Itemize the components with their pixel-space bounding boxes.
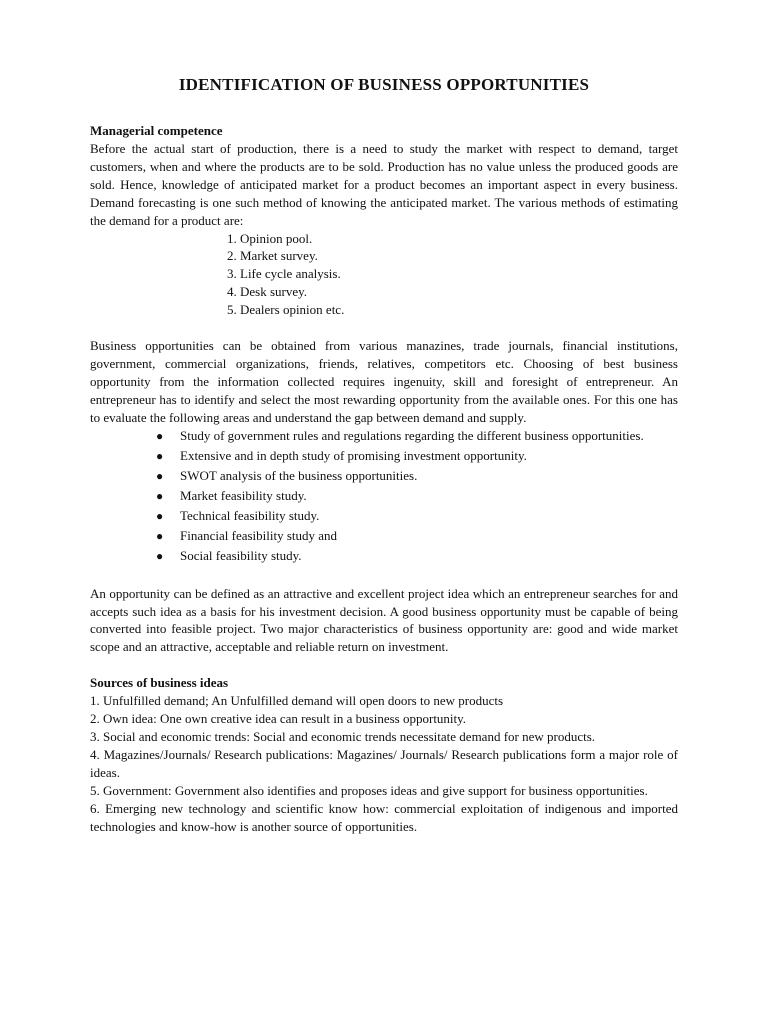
demand-methods-list <box>90 230 678 320</box>
business-opportunities-paragraph: Business opportunities can be obtained from various manazines, trade journals, financial institutions, government, commercial organizations, friends, relatives, competitors etc. Choosing of best business opportunity from the information collected requires ingenuity, skill and foresight of entrepreneur. An entrepreneur has to identify and select the most rewarding opportunity from the available ones. For this one has to evaluate the following areas and understand the gap between demand and supply. <box>90 338 678 425</box>
list-item <box>154 467 678 485</box>
list-item-text: Technical feasibility study. <box>180 507 320 523</box>
list-item: 4. Desk survey. <box>227 284 308 300</box>
document-title: IDENTIFICATION OF BUSINESS OPPORTUNITIES <box>178 75 590 94</box>
list-item-text: Social feasibility study. <box>180 547 302 563</box>
list-item: 6. Emerging new technology and scientific know how: commercial exploitation of indigenous and imported technologies and know-how is another source of opportunities. <box>90 800 678 834</box>
bullet-icon: ● <box>156 548 164 563</box>
list-item-text: Study of government rules and regulations regarding the different business opportunities. <box>180 427 644 443</box>
section-heading-managerial-competence: Managerial competence <box>90 123 223 138</box>
bullet-icon: ● <box>156 528 164 543</box>
opportunity-definition-paragraph: An opportunity can be defined as an attractive and excellent project idea which an entrepreneur searches for and accepts such idea as a basis for his investment decision. A good business opportunity must be capable of being converted into feasible project. Two major characteristics of business opportunity are: good and wide market scope and an attractive, acceptable and reliable return on investment. <box>90 585 678 655</box>
bullet-icon: ● <box>156 448 164 463</box>
bullet-icon: ● <box>156 428 164 443</box>
bullet-icon: ● <box>156 488 164 503</box>
list-item-text: SWOT analysis of the business opportunities. <box>180 467 418 483</box>
bullet-icon: ● <box>156 508 164 523</box>
evaluation-areas-list <box>90 427 678 565</box>
list-item: 4. Magazines/Journals/ Research publications: Magazines/ Journals/ Research publications form a major role of ideas. <box>90 746 678 780</box>
intro-paragraph: Before the actual start of production, there is a need to study the market with respect to demand, target customers, when and where the products are to be sold. Production has no value unless the produced goods are sold. Hence, knowledge of anticipated market for a product becomes an important aspect in every business. Demand forecasting is one such method of knowing the anticipated market. The various methods of estimating the demand for a product are: <box>90 141 678 228</box>
list-item: 2. Market survey. <box>227 248 318 264</box>
list-item <box>154 427 678 445</box>
list-item: 1. Unfulfilled demand; An Unfulfilled demand will open doors to new products <box>90 693 504 709</box>
list-item <box>154 547 678 565</box>
list-item: 2. Own idea: One own creative idea can result in a business opportunity. <box>90 711 467 727</box>
list-item: 3. Social and economic trends: Social and economic trends necessitate demand for new products. <box>90 729 596 745</box>
spacer <box>90 319 678 337</box>
list-item: 5. Government: Government also identifies and proposes ideas and give support for business opportunities. <box>90 782 648 798</box>
bullet-icon: ● <box>156 468 164 483</box>
list-item <box>154 447 678 465</box>
list-item: 5. Dealers opinion etc. <box>227 302 345 318</box>
spacer <box>90 656 678 674</box>
list-item-text: Extensive and in depth study of promising investment opportunity. <box>180 447 527 463</box>
list-item-text: Market feasibility study. <box>180 487 307 503</box>
list-item <box>154 487 678 505</box>
list-item-text: Financial feasibility study and <box>180 527 338 543</box>
sources-list <box>90 692 678 835</box>
spacer <box>90 567 678 585</box>
section-heading-sources: Sources of business ideas <box>90 675 229 691</box>
list-item <box>154 507 678 525</box>
list-item: 1. Opinion pool. <box>227 230 313 246</box>
list-item <box>154 527 678 545</box>
list-item: 3. Life cycle analysis. <box>227 266 341 282</box>
